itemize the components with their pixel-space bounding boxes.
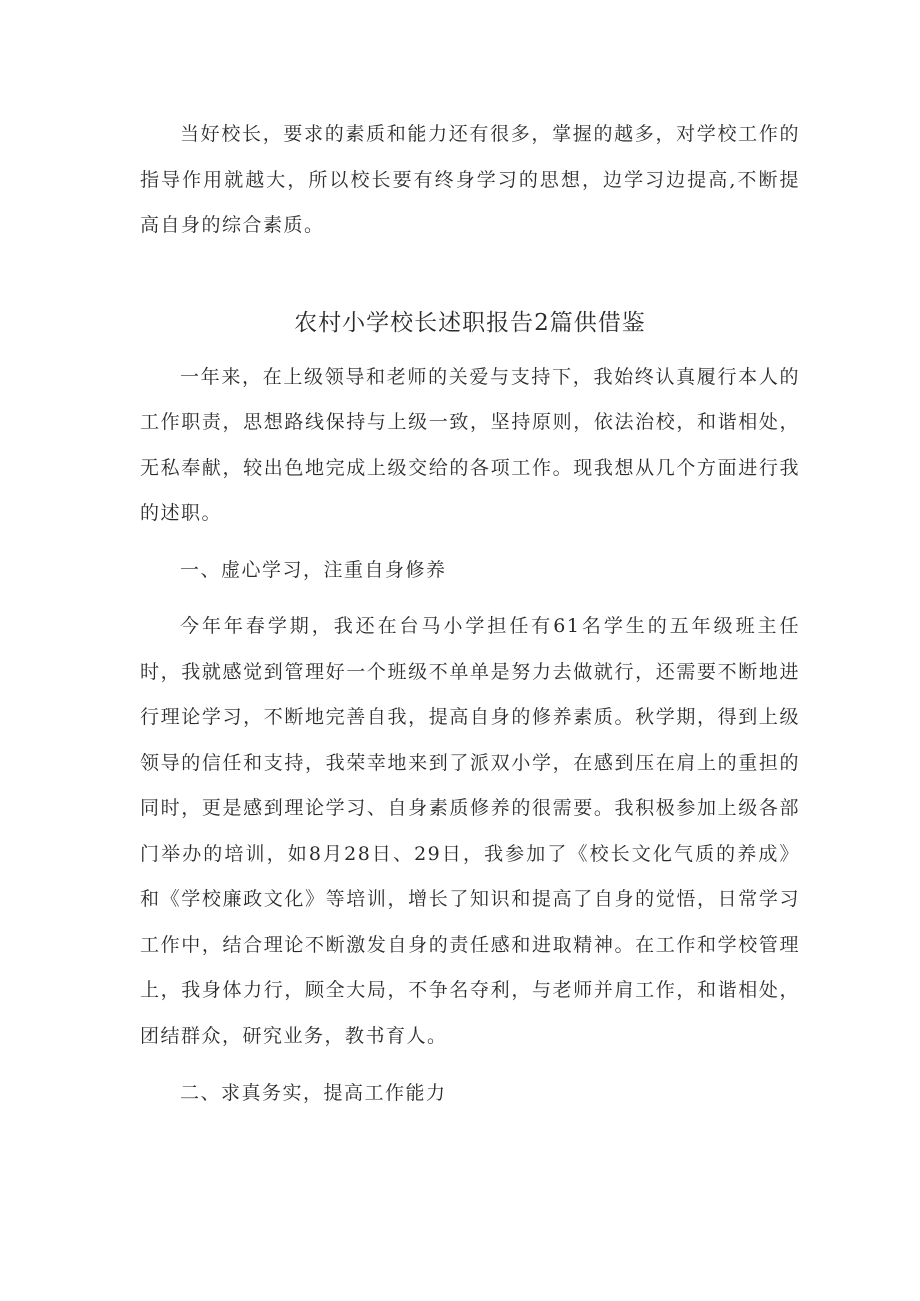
spacer xyxy=(140,537,800,548)
opening-paragraph: 一年来，在上级领导和老师的关爱与支持下，我始终认真履行本人的工作职责，思想路线保持与上级一致，坚持原则，依法治校，和谐相处，无私奉献，较出色地完成上级交给的各项工作。现我想从几个方面进行我的述职。 xyxy=(140,365,800,524)
intro-paragraph: 当好校长，要求的素质和能力还有很多，掌握的越多，对学校工作的指导作用就越大，所以校长要有终身学习的思想，边学习边提高,不断提高自身的综合素质。 xyxy=(140,123,800,236)
section-heading-2: 二、求真务实，提高工作能力 xyxy=(180,1082,447,1104)
section-heading-1: 一、虚心学习，注重自身修养 xyxy=(180,558,447,581)
section-1-paragraph: 今年年春学期，我还在台马小学担任有61名学生的五年级班主任时，我就感觉到管理好一个班级不单单是努力去做就行，还需要不断地进行理论学习，不断地完善自我，提高自身的修养素质。秋学期，得到上级领导的信任和支持，我荣幸地来到了派双小学，在感到压在肩上的重担的同时，更是感到理论学习、自身素质修养的很需要。我积极参加上级各部门举办的培训，如8月28日、29日，我参加了《校长文化气质的养成》和《学校廉政文化》等培训，增长了知识和提高了自身的觉悟，日常学习工作中，结合理论不断激发自身的责任感和进取精神。在工作和学校管理上，我身体力行，顾全大局，不争名夺利，与老师并肩工作，和谐相处，团结群众，研究业务，教书育人。 xyxy=(140,615,800,1047)
document-title: 农村小学校长述职报告2篇供借鉴 xyxy=(294,309,646,336)
spacer xyxy=(140,593,800,604)
spacer xyxy=(140,1059,800,1071)
document-body xyxy=(140,112,800,1117)
